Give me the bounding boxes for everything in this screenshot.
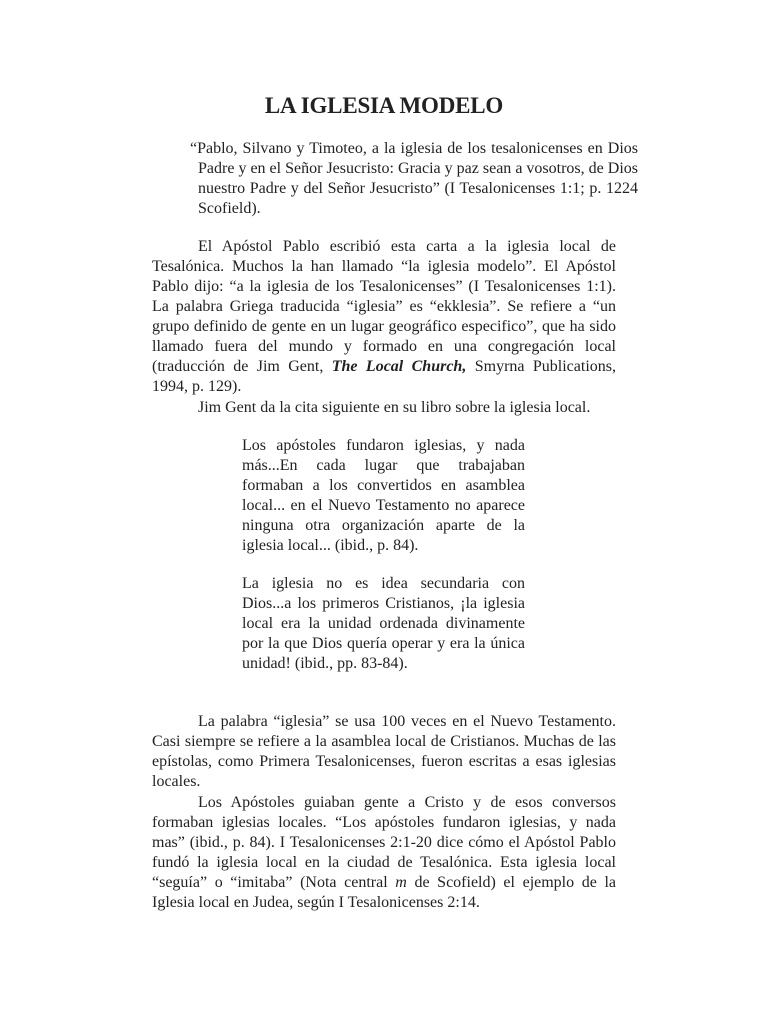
page-title: LA IGLESIA MODELO [264,93,504,118]
paragraph-2: Jim Gent da la cita siguiente en su libro sobre la iglesia local. [198,399,591,416]
note-letter: m [395,874,407,891]
book-title: The Local Church, [331,358,467,375]
paragraph-4-ending: de Scofield) el ejemplo de la Iglesia local en Judea, según I Tesalonicenses 2:14. [152,874,617,911]
paragraph-1-text: El Apóstol Pablo escribió esta carta a la iglesia local de Tesalónica. Muchos la han llamado “la iglesia modelo”. El Apóstol Pablo dijo: “a la iglesia de los Tesalonicenses” (I Tesalonicenses 1:1). La palabra Griega traducida “iglesia” es “ekklesia”. Se refiere a “un grupo definido de gente en un lugar geográfico especifico”, que ha sido llamado fuera del mundo y formado en una congregación local (traducción de Jim Gent, [152,238,616,375]
paragraph-1 [152,237,616,397]
paragraph-3: La palabra “iglesia” se usa 100 veces en el Nuevo Testamento. Casi siempre se refiere a la asamblea local de Cristianos. Muchas de las epístolas, como Primera Tesalonicenses, fueron escritas a esas iglesias locales. [152,713,616,790]
paragraph-4 [152,793,616,913]
paragraph-1-citation: Smyrna Publications, 1994, p. 129). [152,358,616,395]
epigraph-quote: “Pablo, Silvano y Timoteo, a la iglesia de los tesalonicenses en Dios Padre y en el Señor Jesucristo: Gracia y paz sean a vosotros, de Dios nuestro Padre y del Señor Jesucristo” (I Tesalonicenses 1:1; p. 1224 Scofield). [190,140,638,217]
block-quote-2: La iglesia no es idea secundaria con Dios...a los primeros Cristianos, ¡la iglesia local era la unidad ordenada divinamente por la que Dios quería operar y era la única unidad! (ibid., pp. 83-84). [242,575,525,672]
block-quote-1: Los apóstoles fundaron iglesias, y nada más...En cada lugar que trabajaban formaban a los convertidos en asamblea local... en el Nuevo Testamento no aparece ninguna otra organización aparte de la iglesia local... (ibid., p. 84). [242,437,525,554]
paragraph-4-text: Los Apóstoles guiaban gente a Cristo y de esos conversos formaban iglesias locales. “Los apóstoles fundaron iglesias, y nada mas” (ibid., p. 84). I Tesalonicenses 2:1-20 dice cómo el Apóstol Pablo fundó la iglesia local en la ciudad de Tesalónica. Esta iglesia local “seguía” o “imitaba” (Nota central [152,794,616,891]
